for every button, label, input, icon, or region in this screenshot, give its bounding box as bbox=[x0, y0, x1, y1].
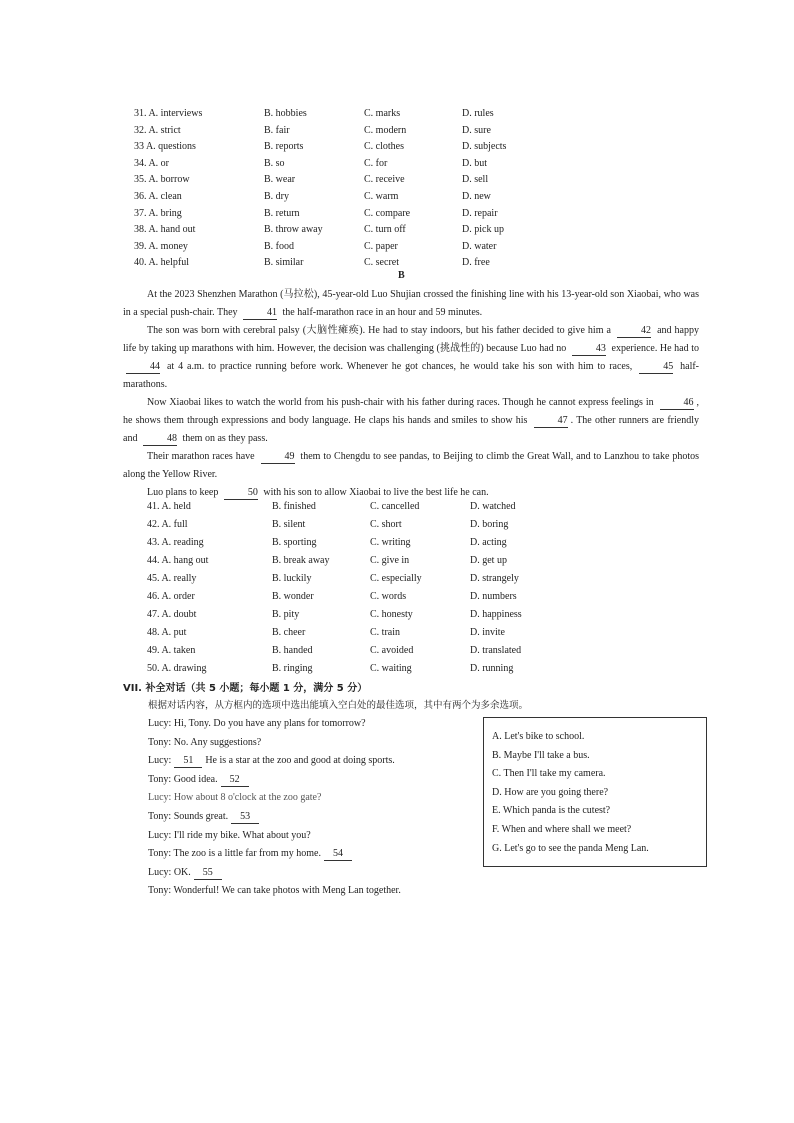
option-d: D. get up bbox=[470, 554, 507, 566]
option-b: B. luckily bbox=[272, 572, 312, 584]
option-d: D. subjects bbox=[462, 141, 507, 153]
option-b: B. ringing bbox=[272, 662, 313, 674]
passage-paragraph-1 bbox=[123, 286, 699, 322]
option-d: D. acting bbox=[470, 536, 507, 548]
passage-text: , he shows them through expressions and body language. He claps his hands and smiles to show his bbox=[123, 397, 700, 426]
blank-46[interactable]: 46 bbox=[660, 397, 694, 410]
option-a: A. clean bbox=[148, 190, 182, 202]
option-c: C. honesty bbox=[370, 608, 413, 620]
option-c: C. especially bbox=[370, 572, 422, 584]
option-b: B. food bbox=[264, 240, 294, 252]
option-d: D. translated bbox=[470, 644, 522, 656]
dialogue-text: Lucy: Hi, Tony. Do you have any plans for tomorrow? bbox=[148, 718, 366, 729]
option-b: B. wear bbox=[264, 174, 296, 186]
option-c: C. train bbox=[370, 626, 400, 638]
option-d: D. running bbox=[470, 662, 514, 674]
option-b: B. finished bbox=[272, 501, 316, 512]
choice-c: C. Then I'll take my camera. bbox=[492, 768, 606, 780]
dialogue-line-1 bbox=[148, 715, 401, 734]
option-c: C. paper bbox=[364, 240, 398, 252]
blank-50[interactable]: 50 bbox=[224, 487, 258, 500]
dialogue-line-4 bbox=[148, 771, 401, 790]
blank-55[interactable]: 55 bbox=[194, 867, 222, 880]
option-c: C. secret bbox=[364, 257, 399, 269]
option-c: C. writing bbox=[370, 536, 411, 548]
dialogue-line-7 bbox=[148, 827, 401, 846]
option-c: C. turn off bbox=[364, 224, 406, 236]
option-b: B. reports bbox=[264, 141, 304, 153]
option-a: 49. A. taken bbox=[147, 644, 196, 656]
option-c: C. waiting bbox=[370, 662, 412, 674]
option-d: D. invite bbox=[470, 626, 505, 638]
choice-d: D. How are you going there? bbox=[492, 786, 609, 798]
option-c: C. marks bbox=[364, 108, 401, 119]
option-a: A. bring bbox=[148, 207, 182, 219]
option-c: C. for bbox=[364, 157, 388, 169]
option-d: D. watched bbox=[470, 501, 516, 512]
option-a: A. helpful bbox=[148, 257, 189, 269]
blank-43[interactable]: 43 bbox=[572, 343, 606, 356]
option-a: 44. A. hang out bbox=[147, 554, 209, 566]
dialogue-text: Tony: The zoo is a little far from my home. bbox=[148, 848, 321, 860]
blank-49[interactable]: 49 bbox=[261, 451, 295, 464]
option-a: 43. A. reading bbox=[147, 536, 204, 548]
option-c: C. give in bbox=[370, 554, 410, 566]
option-b: B. throw away bbox=[264, 224, 323, 236]
choice-e: E. Which panda is the cutest? bbox=[492, 805, 611, 817]
option-b: B. handed bbox=[272, 644, 313, 656]
option-b: B. fair bbox=[264, 124, 290, 136]
blank-52[interactable]: 52 bbox=[221, 774, 249, 787]
passage-text: At the 2023 Shenzhen Marathon (马拉松), 45-year-old Luo Shujian crossed the finishing line with his 13-year-old son Xiaobai, who was in a special push-chair. They bbox=[123, 289, 699, 318]
passage-text: at 4 a.m. to practice running before work. Whenever he got chances, he would take his son with him to races, bbox=[166, 361, 633, 372]
option-b: B. so bbox=[264, 157, 285, 169]
blank-47[interactable]: 47 bbox=[534, 415, 568, 428]
question-number: 35. bbox=[134, 174, 147, 186]
option-a: 45. A. really bbox=[147, 572, 197, 584]
question-number: 40. bbox=[134, 257, 147, 269]
question-number: 36. bbox=[134, 190, 147, 202]
option-b: B. similar bbox=[264, 257, 304, 269]
option-d: D. new bbox=[462, 190, 491, 202]
option-d: D. repair bbox=[462, 207, 498, 219]
dialogue-text: He is a star at the zoo and good at doing sports. bbox=[205, 755, 395, 767]
option-a: A. money bbox=[148, 240, 188, 252]
choice-g: G. Let's go to see the panda Meng Lan. bbox=[492, 842, 649, 854]
dialogue-line-5 bbox=[148, 789, 401, 808]
passage-paragraph-3 bbox=[123, 394, 699, 448]
option-c: C. words bbox=[370, 590, 407, 602]
option-b: B. pity bbox=[272, 608, 300, 620]
blank-41[interactable]: 41 bbox=[243, 307, 277, 320]
dialogue-text: Lucy: bbox=[148, 755, 172, 767]
dialogue-text: Lucy: I'll ride my bike. What about you? bbox=[148, 829, 311, 841]
choice-f: F. When and where shall we meet? bbox=[492, 823, 632, 835]
option-a: A. strict bbox=[148, 124, 181, 136]
option-d: D. numbers bbox=[470, 590, 517, 602]
option-c: C. cancelled bbox=[370, 501, 420, 512]
dialogue-line-3 bbox=[148, 752, 401, 771]
option-a: 47. A. doubt bbox=[147, 608, 197, 620]
section-7-instruction: 根据对话内容，从方框内的选项中选出能填入空白处的最佳选项，其中有两个为多余选项。 bbox=[148, 700, 529, 711]
question-number: 38. bbox=[134, 224, 147, 236]
blank-45[interactable]: 45 bbox=[639, 361, 673, 374]
option-c: C. compare bbox=[364, 207, 411, 219]
passage-text: experience. He had to bbox=[611, 343, 699, 354]
question-number: 34. bbox=[134, 157, 147, 169]
blank-44[interactable]: 44 bbox=[126, 361, 160, 374]
option-c: C. short bbox=[370, 518, 402, 530]
passage-text: with his son to allow Xiaobai to live the best life he can. bbox=[263, 487, 489, 498]
option-d: D. rules bbox=[462, 108, 494, 119]
dialogue-line-9 bbox=[148, 864, 401, 883]
option-b: B. silent bbox=[272, 518, 306, 530]
option-a: A. questions bbox=[145, 141, 196, 153]
option-b: B. dry bbox=[264, 190, 289, 202]
option-b: B. sporting bbox=[272, 536, 317, 548]
option-d: D. happiness bbox=[470, 608, 522, 620]
dialogue-text: Lucy: How about 8 o'clock at the zoo gate? bbox=[148, 792, 322, 804]
option-b: B. break away bbox=[272, 554, 330, 566]
blank-53[interactable]: 53 bbox=[231, 811, 259, 824]
choice-b: B. Maybe I'll take a bus. bbox=[492, 749, 590, 761]
blank-42[interactable]: 42 bbox=[617, 325, 651, 338]
passage-text: half-marathons. bbox=[123, 361, 700, 390]
option-c: C. modern bbox=[364, 124, 407, 136]
dialogue-text: Lucy: OK. bbox=[148, 866, 191, 878]
option-c: C. avoided bbox=[370, 644, 414, 656]
blank-54[interactable]: 54 bbox=[324, 848, 352, 861]
option-b: B. wonder bbox=[272, 590, 314, 602]
section-b-label: B bbox=[398, 270, 405, 281]
dialogue-text: Tony: No. Any suggestions? bbox=[148, 736, 262, 748]
dialogue-text: Tony: Sounds great. bbox=[148, 810, 229, 822]
option-a: 46. A. order bbox=[147, 590, 195, 602]
dialogue-line-10 bbox=[148, 882, 401, 901]
option-b: B. cheer bbox=[272, 626, 306, 638]
question-number: 32. bbox=[134, 124, 147, 136]
option-d: D. sure bbox=[462, 124, 491, 136]
dialogue-line-2 bbox=[148, 734, 401, 753]
dialogue-line-6 bbox=[148, 808, 401, 827]
section-7-title: VII. 补全对话（共 5 小题；每小题 1 分，满分 5 分） bbox=[123, 683, 368, 694]
choice-a: A. Let's bike to school. bbox=[492, 731, 585, 742]
option-b: B. hobbies bbox=[264, 108, 307, 119]
option-a: A. interviews bbox=[148, 108, 203, 119]
option-a: A. borrow bbox=[148, 174, 190, 186]
dialogue-text: Tony: Wonderful! We can take photos with Meng Lan together. bbox=[148, 885, 401, 897]
passage-text: Their marathon races have bbox=[147, 451, 255, 462]
question-number: 39. bbox=[134, 240, 147, 252]
option-d: D. water bbox=[462, 240, 497, 252]
option-a: 41. A. held bbox=[147, 501, 191, 512]
blank-48[interactable]: 48 bbox=[143, 433, 177, 446]
option-d: D. strangely bbox=[470, 572, 519, 584]
option-a: A. or bbox=[148, 157, 170, 169]
question-number: 37. bbox=[134, 207, 147, 219]
passage-text: . The other runners are friendly and bbox=[123, 415, 699, 444]
passage-paragraph-4 bbox=[123, 448, 699, 484]
option-a: 42. A. full bbox=[147, 518, 188, 530]
option-b: B. return bbox=[264, 207, 300, 219]
dialogue bbox=[148, 715, 401, 901]
passage-text: Now Xiaobai likes to watch the world from his push-chair with his father during races. Though he cannot express feelings in bbox=[147, 397, 654, 408]
blank-51[interactable]: 51 bbox=[174, 755, 202, 768]
option-d: D. sell bbox=[462, 174, 489, 186]
option-a: 48. A. put bbox=[147, 626, 187, 638]
option-d: D. free bbox=[462, 257, 490, 269]
option-d: D. pick up bbox=[462, 224, 504, 236]
option-d: D. boring bbox=[470, 518, 509, 530]
question-number: 31. bbox=[134, 108, 147, 119]
option-a: A. hand out bbox=[148, 224, 196, 236]
passage-text: Luo plans to keep bbox=[147, 487, 219, 498]
dialogue-text: Tony: Good idea. bbox=[148, 773, 218, 785]
option-c: C. clothes bbox=[364, 141, 404, 153]
passage-text: the half-marathon race in an hour and 59 minutes. bbox=[282, 307, 483, 318]
passage-text: and happy life by taking up marathons with him. However, the decision was challenging (挑战性的) because Luo had no bbox=[123, 325, 699, 354]
passage-text: them to Chengdu to see pandas, to Beijing to climb the Great Wall, and to Lanzhou to take photos along the Yellow River. bbox=[123, 451, 700, 480]
option-c: C. receive bbox=[364, 174, 405, 186]
choice-box bbox=[483, 717, 707, 867]
question-number: 33 bbox=[134, 141, 144, 153]
option-d: D. but bbox=[462, 157, 487, 169]
passage-text: them on as they pass. bbox=[182, 433, 268, 444]
passage-paragraph-2 bbox=[123, 322, 699, 394]
passage-b bbox=[123, 286, 699, 502]
dialogue-line-8 bbox=[148, 845, 401, 864]
option-c: C. warm bbox=[364, 190, 399, 202]
passage-text: The son was born with cerebral palsy (大脑性瘫痪). He had to stay indoors, but his father decided to give him a bbox=[147, 325, 611, 336]
option-a: 50. A. drawing bbox=[147, 662, 207, 674]
